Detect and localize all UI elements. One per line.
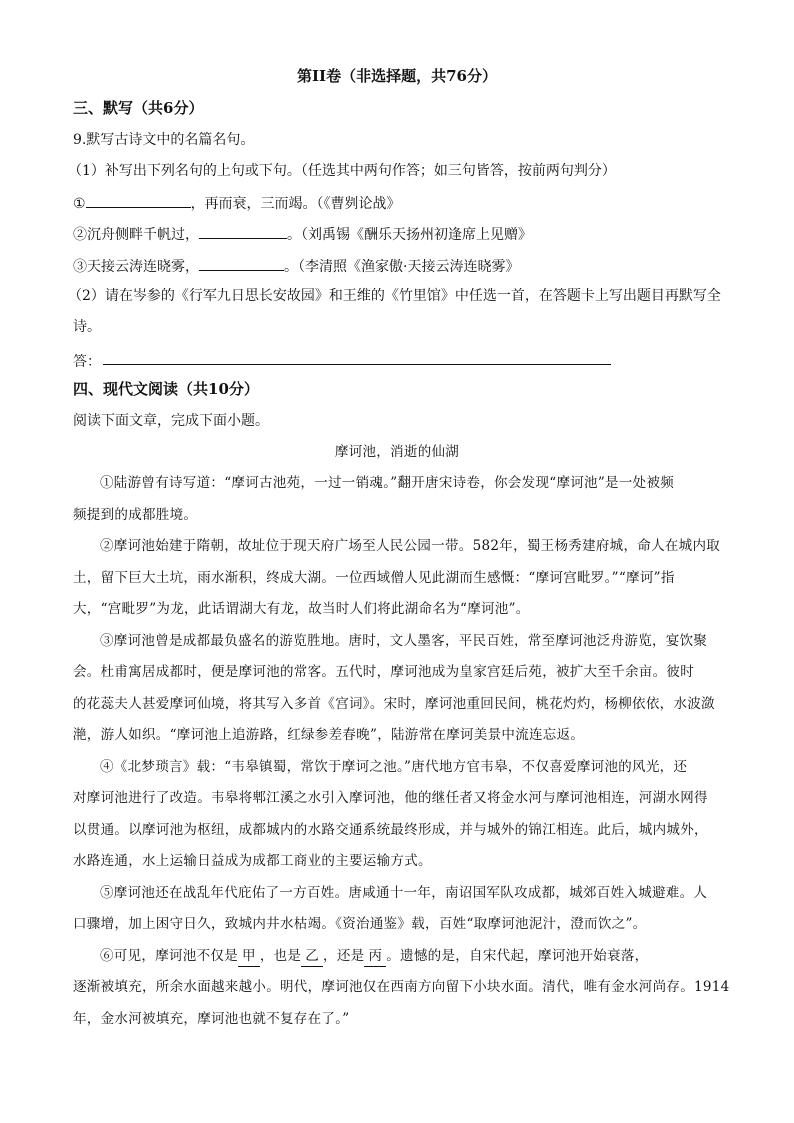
p6-text: ⑥可见，摩诃池不仅是 — [100, 948, 238, 964]
answer-line[interactable] — [103, 364, 611, 365]
article-line: 以贯通。以摩诃池为枢纽，成都城内的水路交通系统最终形成，并与城外的锦江相连。此后，城内城外， — [73, 822, 708, 838]
item-3-blank[interactable] — [199, 255, 284, 271]
question-9: 9.默写古诗文中的名篇名句。 — [73, 132, 255, 148]
item-2-prefix: ②沉舟侧畔千帆过， — [73, 227, 199, 243]
article-line: 逐渐被填充，所余水面越来越小。明代，摩诃池仅在西南方向留下小块水面。清代，唯有金水河尚存。1914 — [73, 979, 730, 995]
article-line: 大，“宫毗罗”为龙，此话谓湖大有龙，故当时人们将此湖命名为“摩诃池”。 — [73, 601, 530, 617]
item-1-blank[interactable] — [86, 192, 191, 208]
item-2-suffix: 。（刘禹锡《酬乐天扬州初逢席上见赠》 — [287, 227, 532, 243]
item-3-prefix: ③天接云涛连晓雾， — [73, 259, 199, 275]
article-line: 对摩诃池进行了改造。韦皋将郫江溪之水引入摩诃池，他的继任者又将金水河与摩诃池相连，河湖水网得 — [73, 790, 708, 806]
article-paragraph-6 — [100, 946, 734, 967]
p6-text: ，还是 — [323, 948, 365, 964]
item-1-prefix: ① — [73, 196, 86, 212]
article-line: ②摩诃池始建于隋朝，故址位于现天府广场至人民公园一带。582年，蜀王杨秀建府城，命人在城内取 — [100, 538, 721, 554]
section-3-heading: 三、默写（共6分） — [73, 99, 204, 117]
article-line: 频提到的成都胜境。 — [73, 507, 198, 523]
p6-text: ，也是 — [259, 948, 302, 964]
article-line: 的花蕊夫人甚爱摩诃仙境，将其写入多首《宫词》。宋时，摩诃池重回民间，桃花灼灼，杨柳依依，水波潋 — [73, 696, 715, 712]
item-3-suffix: 。（李清照《渔家傲·天接云涛连晓雾》 — [284, 259, 520, 275]
part-2-line-1: （2）请在岑参的《行军九日思长安故园》和王维的《竹里馆》中任选一首，在答题卡上写出题目再默写全 — [68, 288, 721, 304]
article-line: 口骤增，加上困守日久，致城内井水枯竭。《资治通鉴》载，百姓“取摩诃池泥汁，澄而饮之”。 — [73, 916, 647, 932]
article-line: ⑤摩诃池还在战乱年代庇佑了一方百姓。唐咸通十一年，南诏国军队攻成都，城郊百姓入城避难。人 — [100, 885, 708, 901]
article-title: 摩诃池，消逝的仙湖 — [334, 444, 460, 460]
article-line: 水路连通，水上运输日益成为成都工商业的主要运输方式。 — [73, 853, 432, 869]
blank-yi[interactable]: 乙 — [301, 946, 323, 967]
blank-bing[interactable]: 丙 — [364, 946, 386, 967]
p6-text: 。遗憾的是，自宋代起，摩诃池开始衰落， — [386, 948, 649, 964]
item-3 — [73, 255, 734, 277]
article-line: 会。杜甫寓居成都时，便是摩诃池的常客。五代时，摩诃池成为皇家宫廷后苑，被扩大至千余亩。彼时 — [73, 664, 694, 680]
paper-title: 第II卷（非选择题，共76分） — [297, 67, 497, 85]
item-1-suffix: ，再而衰，三而竭。（《曹刿论战》 — [190, 196, 401, 212]
item-2-blank[interactable] — [199, 223, 287, 239]
article-line: ④《北梦琐言》载：“韦皋镇蜀，常饮于摩诃之池。”唐代地方官韦皋，不仅喜爱摩诃池的风光，还 — [100, 759, 688, 775]
part-1-intro: （1）补写出下列名句的上句或下句。（任选其中两句作答；如三句皆答，按前两句判分） — [68, 163, 616, 179]
article-line: 年，金水河被填充，摩诃池也就不复存在了。” — [73, 1011, 350, 1027]
reading-instruction: 阅读下面文章，完成下面小题。 — [73, 413, 269, 429]
answer-label: 答： — [73, 354, 101, 370]
article-line: ③摩诃池曾是成都最负盛名的游览胜地。唐时，文人墨客，平民百姓，常至摩诃池泛舟游览，宴饮聚 — [100, 633, 708, 649]
article-line: 滟，游人如织。“摩诃池上追游路，红绿参差春晚”，陆游常在摩诃美景中流连忘返。 — [73, 727, 585, 743]
article-line: ①陆游曾有诗写道：“摩诃古池苑，一过一销魂。”翻开唐宋诗卷，你会发现“摩诃池”是一处被频 — [100, 475, 675, 491]
item-2 — [73, 223, 734, 245]
part-2-line-2: 诗。 — [73, 319, 101, 335]
item-1 — [73, 192, 734, 214]
blank-jia[interactable]: 甲 — [238, 946, 260, 967]
article-line: 土，留下巨大土坑，雨水渐积，终成大湖。一位西域僧人见此湖而生感慨：“摩诃宫毗罗。”“摩诃”指 — [73, 570, 675, 586]
section-4-heading: 四、现代文阅读（共10分） — [73, 380, 259, 398]
